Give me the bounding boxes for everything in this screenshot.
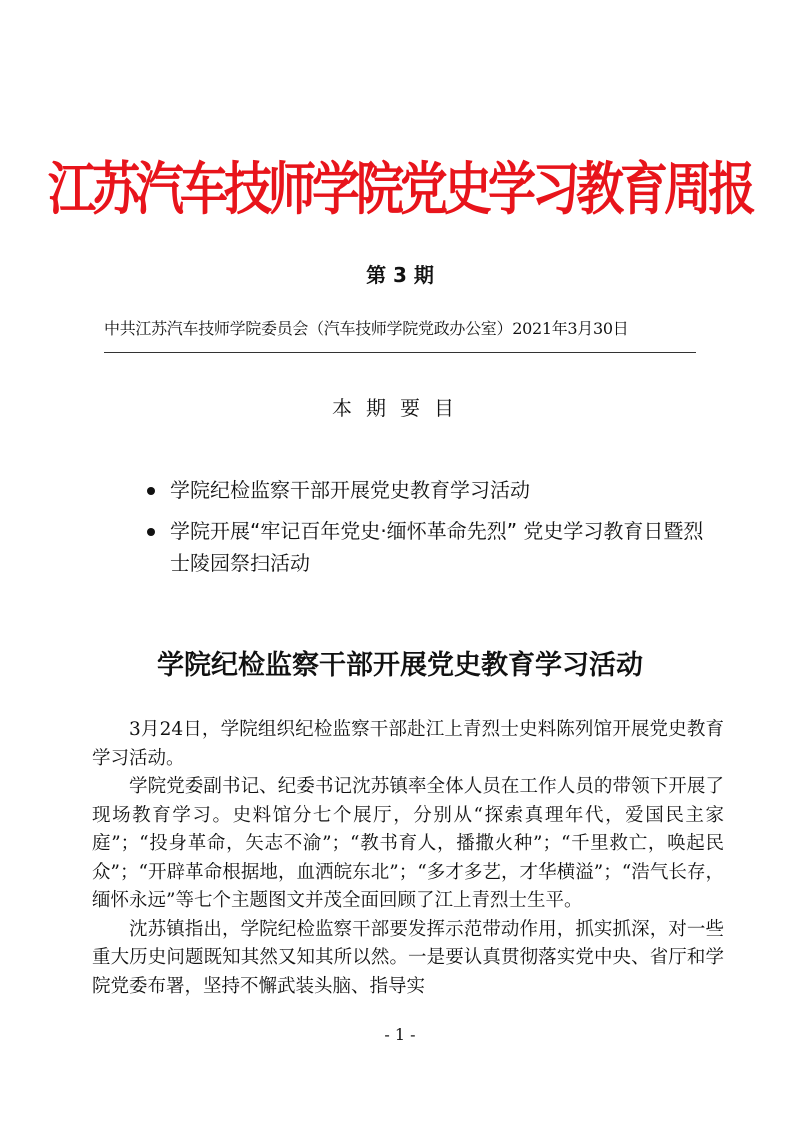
issue-number: 第 3 期 — [366, 263, 434, 287]
summary-item-text: 学院开展“牢记百年党史·缅怀革命先烈” 党史学习教育日暨烈士陵园祭扫活动 — [170, 519, 704, 575]
bullet-icon — [147, 528, 155, 536]
summary-item-text: 学院纪检监察干部开展党史教育学习活动 — [170, 478, 530, 502]
article-body — [92, 716, 724, 1001]
page-number: - 1 - — [384, 1025, 416, 1044]
publisher-line: 中共江苏汽车技师学院委员会（汽车技师学院党政办公室）2021年3月30日 — [104, 319, 629, 338]
masthead-title: 江苏汽车技师学院党史学习教育周报 — [47, 156, 752, 223]
header-divider — [104, 352, 696, 353]
summary-item — [144, 515, 714, 579]
article-title: 学院纪检监察干部开展党史教育学习活动 — [157, 650, 643, 681]
summary-heading: 本期要目 — [332, 396, 468, 420]
article-paragraph: 学院党委副书记、纪委书记沈苏镇率全体人员在工作人员的带领下开展了现场教育学习。史料馆分七个展厅，分别从“探索真理年代，爱国民主家庭”；“投身革命，矢志不渝”；“教书育人，播撒火种”；“千里救亡，唤起民众”；“开辟革命根据地，血洒皖东北”；“多才多艺，才华横溢”；“浩气长存，缅怀永远”等七个主题图文并茂全面回顾了江上青烈士生平。 — [92, 776, 724, 911]
article-paragraph: 沈苏镇指出，学院纪检监察干部要发挥示范带动作用，抓实抓深，对一些重大历史问题既知其然又知其所以然。一是要认真贯彻落实党中央、省厅和学院党委布署，坚持不懈武装头脑、指导实 — [92, 918, 724, 997]
summary-item — [144, 474, 714, 506]
summary-list — [144, 474, 714, 588]
bullet-icon — [147, 487, 155, 495]
article-paragraph: 3月24日，学院组织纪检监察干部赴江上青烈士史料陈列馆开展党史教育学习活动。 — [92, 719, 724, 769]
